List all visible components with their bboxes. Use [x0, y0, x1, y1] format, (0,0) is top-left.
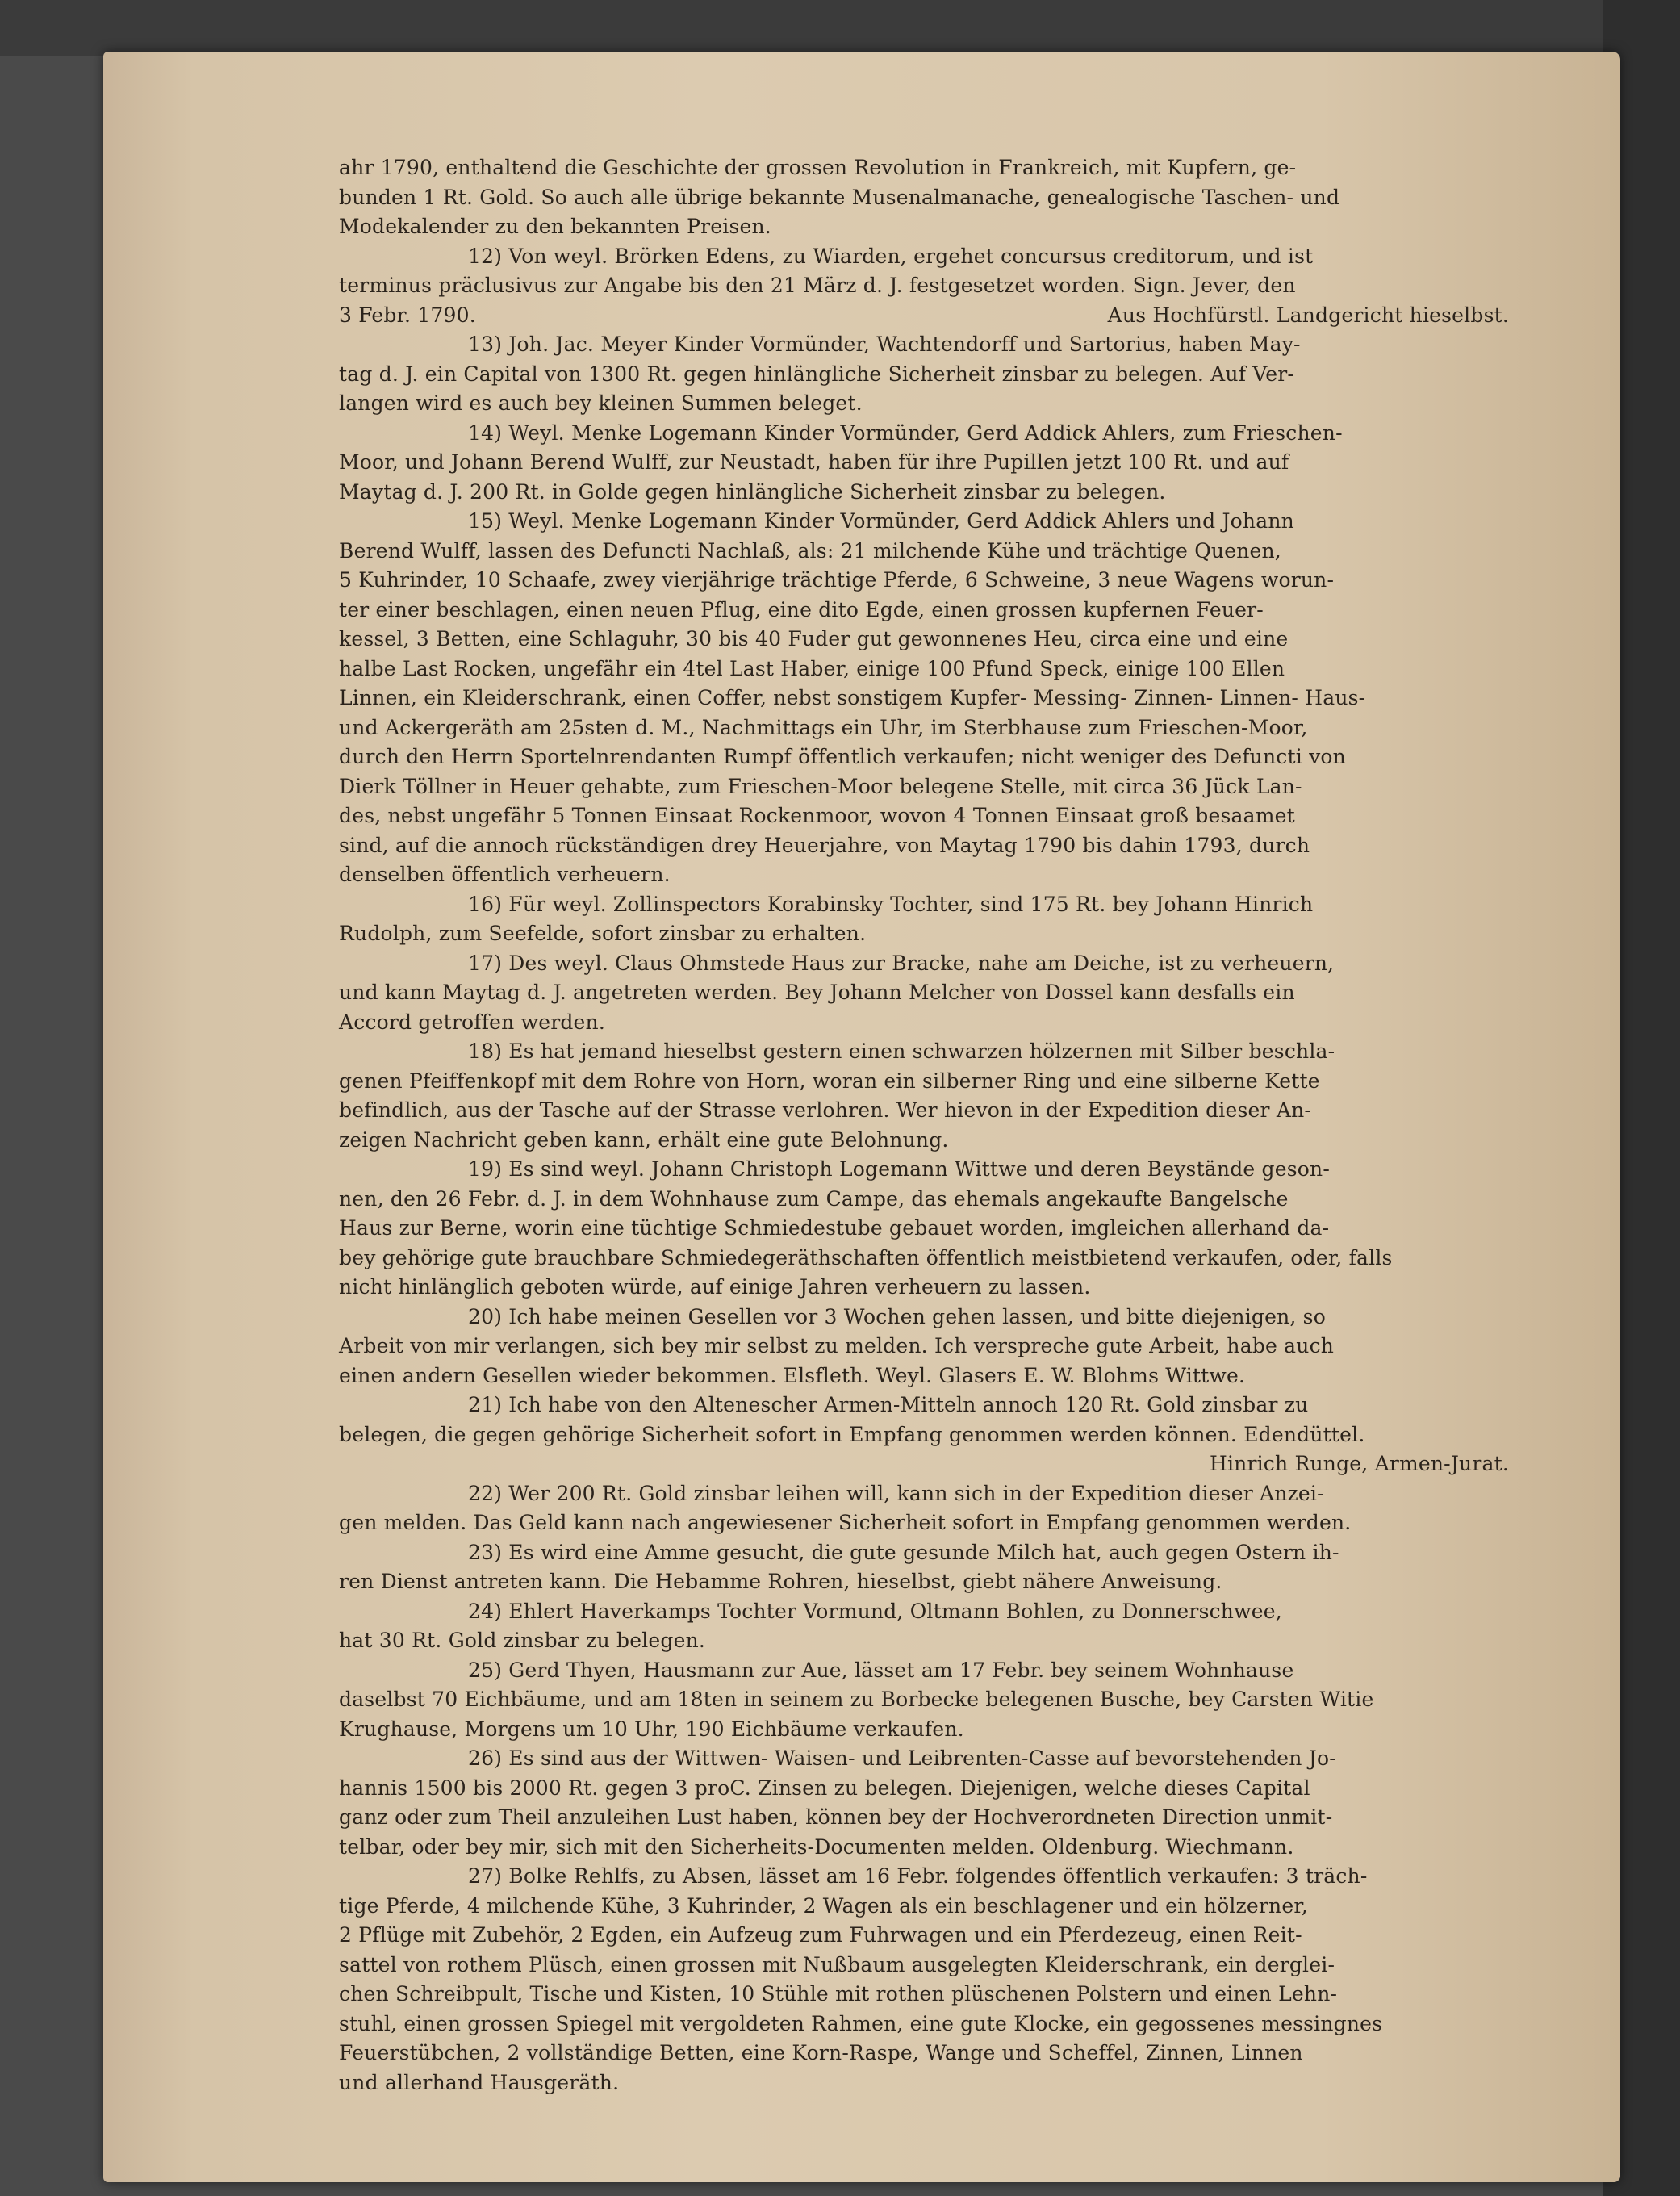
- text-line: Moor, und Johann Berend Wulff, zur Neustadt, haben für ihre Pupillen jetzt 100 Rt. und auf: [339, 450, 1289, 474]
- notice-25: 25) Gerd Thyen, Hausmann zur Aue, lässet am 17 Febr. bey seinem Wohnhause: [468, 1658, 1294, 1682]
- text-line: [339, 301, 1509, 331]
- text-line: Haus zur Berne, worin eine tüchtige Schmiedestube gebauet worden, imgleichen allerhand da-: [339, 1216, 1330, 1240]
- text-line: und Ackergeräth am 25sten d. M., Nachmittags ein Uhr, im Sterbhause zum Frieschen-Moor,: [339, 715, 1308, 739]
- text-line: belegen, die gegen gehörige Sicherheit sofort in Empfang genommen werden können. Edendüttel.: [339, 1422, 1365, 1446]
- text-line: langen wird es auch bey kleinen Summen beleget.: [339, 391, 863, 415]
- text-line: ganz oder zum Theil anzuleihen Lust haben, können bey der Hochverordneten Direction unmit-: [339, 1805, 1333, 1829]
- notice-12: 12) Von weyl. Brörken Edens, zu Wiarden, ergehet concursus creditorum, und ist: [468, 244, 1314, 268]
- text-line: tige Pferde, 4 milchende Kühe, 3 Kuhrinder, 2 Wagen als ein beschlagener und ein hölzerner,: [339, 1893, 1308, 1918]
- text-line: Rudolph, zum Seefelde, sofort zinsbar zu erhalten.: [339, 922, 867, 945]
- text-line: ahr 1790, enthaltend die Geschichte der grossen Revolution in Frankreich, mit Kupfern, ge-: [339, 156, 1297, 179]
- text-line: Dierk Töllner in Heuer gehabte, zum Frieschen-Moor belegene Stelle, mit circa 36 Jück Lan-: [339, 774, 1302, 798]
- text-line: des, nebst ungefähr 5 Tonnen Einsaat Rockenmoor, wovon 4 Tonnen Einsaat groß besaamet: [339, 804, 1295, 827]
- text-line: 2 Pflüge mit Zubehör, 2 Egden, ein Aufzeug zum Fuhrwagen und ein Pferdezeug, einen Reit-: [339, 1923, 1302, 1947]
- text-line: telbar, oder bey mir, sich mit den Sicherheits-Documenten melden. Oldenburg. Wiechmann.: [339, 1834, 1294, 1859]
- notice-26: 26) Es sind aus der Wittwen- Waisen- und Leibrenten-Casse auf bevorstehenden Jo-: [468, 1746, 1336, 1770]
- text-line: Modekalender zu den bekannten Preisen.: [339, 215, 771, 238]
- text-line: befindlich, aus der Tasche auf der Strasse verlohren. Wer hievon in der Expedition dieser An-: [339, 1098, 1312, 1122]
- text-line: daselbst 70 Eichbäume, und am 18ten in seinem zu Borbecke belegenen Busche, bey Carsten Witie: [339, 1688, 1374, 1711]
- notice-21: 21) Ich habe von den Altenescher Armen-Mitteln annoch 120 Rt. Gold zinsbar zu: [468, 1393, 1309, 1416]
- text-line: nicht hinlänglich geboten würde, auf einige Jahren verheuern zu lassen.: [339, 1275, 1091, 1299]
- text-line: genen Pfeiffenkopf mit dem Rohre von Horn, woran ein silberner Ring und eine silberne Kette: [339, 1069, 1320, 1093]
- scanner-bed-top: [0, 0, 1680, 56]
- text-line: gen melden. Das Geld kann nach angewiesener Sicherheit sofort in Empfang genommen werden.: [339, 1511, 1352, 1534]
- text-line: Arbeit von mir verlangen, sich bey mir selbst zu melden. Ich verspreche gute Arbeit, habe auch: [339, 1334, 1335, 1357]
- text-line: ren Dienst antreten kann. Die Hebamme Rohren, hieselbst, giebt nähere Anweisung.: [339, 1570, 1222, 1593]
- notice-24: 24) Ehlert Haverkamps Tochter Vormund, Oltmann Bohlen, zu Donnerschwee,: [468, 1599, 1282, 1623]
- text-line: Accord getroffen werden.: [339, 1010, 605, 1034]
- text-line: ter einer beschlagen, einen neuen Pflug, eine dito Egde, einen grossen kupfernen Feuer-: [339, 597, 1264, 621]
- text-line: Berend Wulff, lassen des Defuncti Nachlaß, als: 21 milchende Kühe und trächtige Quenen,: [339, 538, 1281, 563]
- text-line: bey gehörige gute brauchbare Schmiedegeräthschaften öffentlich meistbietend verkaufen, oder, falls: [339, 1245, 1393, 1269]
- text-line: halbe Last Rocken, ungefähr ein 4tel Last Haber, einige 100 Pfund Speck, einige 100 Ellen: [339, 656, 1285, 680]
- text-line: zeigen Nachricht geben kann, erhält eine gute Belohnung.: [339, 1127, 949, 1152]
- text-line: hannis 1500 bis 2000 Rt. gegen 3 proC. Zinsen zu belegen. Diejenigen, welche dieses Capital: [339, 1776, 1310, 1800]
- notice-22: 22) Wer 200 Rt. Gold zinsbar leihen will, kann sich in der Expedition dieser Anzei-: [468, 1481, 1324, 1505]
- text-line: chen Schreibpult, Tische und Kisten, 10 Stühle mit rothen plüschenen Polstern und einen Lehn-: [339, 1982, 1338, 2006]
- text-line: und kann Maytag d. J. angetreten werden. Bey Johann Melcher von Dossel kann desfalls ein: [339, 981, 1295, 1004]
- text-line: stuhl, einen grossen Spiegel mit vergoldeten Rahmen, eine gute Klocke, ein gegossenes messingnes: [339, 2011, 1383, 2035]
- notice-17: 17) Des weyl. Claus Ohmstede Haus zur Bracke, nahe am Deiche, ist zu verheuern,: [468, 951, 1335, 975]
- text-line: 5 Kuhrinder, 10 Schaafe, zwey vierjährige trächtige Pferde, 6 Schweine, 3 neue Wagens worun-: [339, 568, 1335, 592]
- date-line: 3 Febr. 1790.: [339, 303, 476, 327]
- text-line: und allerhand Hausgeräth.: [339, 2070, 620, 2094]
- text-line: Maytag d. J. 200 Rt. in Golde gegen hinlängliche Sicherheit zinsbar zu belegen.: [339, 479, 1166, 504]
- text-line: Feuerstübchen, 2 vollständige Betten, eine Korn-Raspe, Wange und Scheffel, Zinnen, Linnen: [339, 2041, 1303, 2064]
- text-line: Krughause, Morgens um 10 Uhr, 190 Eichbäume verkaufen.: [339, 1717, 964, 1741]
- signature: Hinrich Runge, Armen-Jurat.: [1209, 1452, 1509, 1475]
- notice-19: 19) Es sind weyl. Johann Christoph Logemann Wittwe und deren Beyständе geson-: [468, 1157, 1330, 1181]
- notice-23: 23) Es wird eine Amme gesucht, die gute gesunde Milch hat, auch gegen Ostern ih-: [468, 1540, 1339, 1564]
- page-text: [339, 153, 1509, 2098]
- text-line: sind, auf die annoch rückständigen drey Heuerjahre, von Maytag 1790 bis dahin 1793, durch: [339, 833, 1310, 857]
- text-line: durch den Herrn Sportelnrendanten Rumpf öffentlich verkaufen; nicht weniger des Defuncti von: [339, 745, 1346, 768]
- notice-27: 27) Bolke Rehlfs, zu Absen, lässet am 16 Febr. folgendes öffentlich verkaufen: 3 träch-: [468, 1864, 1368, 1888]
- notice-14: 14) Weyl. Menke Logemann Kinder Vormünder, Gerd Addick Ahlers, zum Frieschen-: [468, 420, 1343, 445]
- signature: Aus Hochfürstl. Landgericht hieselbst.: [1107, 303, 1509, 327]
- text-line: Linnen, ein Kleiderschrank, einen Coffer, nebst sonstigem Kupfer- Messing- Zinnen- Linnen- Haus-: [339, 686, 1366, 709]
- text-line: sattel von rothem Plüsch, einen grossen mit Nußbaum ausgelegten Kleiderschrank, ein derglei-: [339, 1952, 1335, 1976]
- notice-13: 13) Joh. Jac. Meyer Kinder Vormünder, Wachtendorff und Sartorius, haben May-: [468, 333, 1301, 356]
- text-line: nen, den 26 Febr. d. J. in dem Wohnhause zum Campe, das ehemals angekaufte Bangelsche: [339, 1186, 1289, 1211]
- notice-20: 20) Ich habe meinen Gesellen vor 3 Wochen gehen lassen, und bitte diejenigen, so: [468, 1304, 1326, 1328]
- notice-16: 16) Für weyl. Zollinspectors Korabinsky Tochter, sind 175 Rt. bey Johann Hinrich: [468, 892, 1314, 916]
- notice-15: 15) Weyl. Menke Logemann Kinder Vormünder, Gerd Addick Ahlers und Johann: [468, 509, 1294, 533]
- text-line: kessel, 3 Betten, eine Schlaguhr, 30 bis 40 Fuder gut gewonnenes Heu, circa eine und eine: [339, 627, 1289, 650]
- notice-18: 18) Es hat jemand hieselbst gestern einen schwarzen hölzernen mit Silber beschla-: [468, 1039, 1335, 1063]
- text-line: denselben öffentlich verheuern.: [339, 863, 671, 886]
- text-line: einen andern Gesellen wieder bekommen. Elsfleth. Weyl. Glasers E. W. Blohms Wittwe.: [339, 1363, 1246, 1387]
- text-line: tag d. J. ein Capital von 1300 Rt. gegen hinlängliche Sicherheit zinsbar zu belegen. Auf Ver-: [339, 362, 1295, 386]
- text-line: bunden 1 Rt. Gold. So auch alle übrige bekannte Musenalmanache, genealogische Taschen- und: [339, 185, 1340, 209]
- text-line: terminus präclusivus zur Angabe bis den 21 März d. J. festgesetzet worden. Sign. Jever, den: [339, 274, 1296, 297]
- text-line: hat 30 Rt. Gold zinsbar zu belegen.: [339, 1629, 706, 1652]
